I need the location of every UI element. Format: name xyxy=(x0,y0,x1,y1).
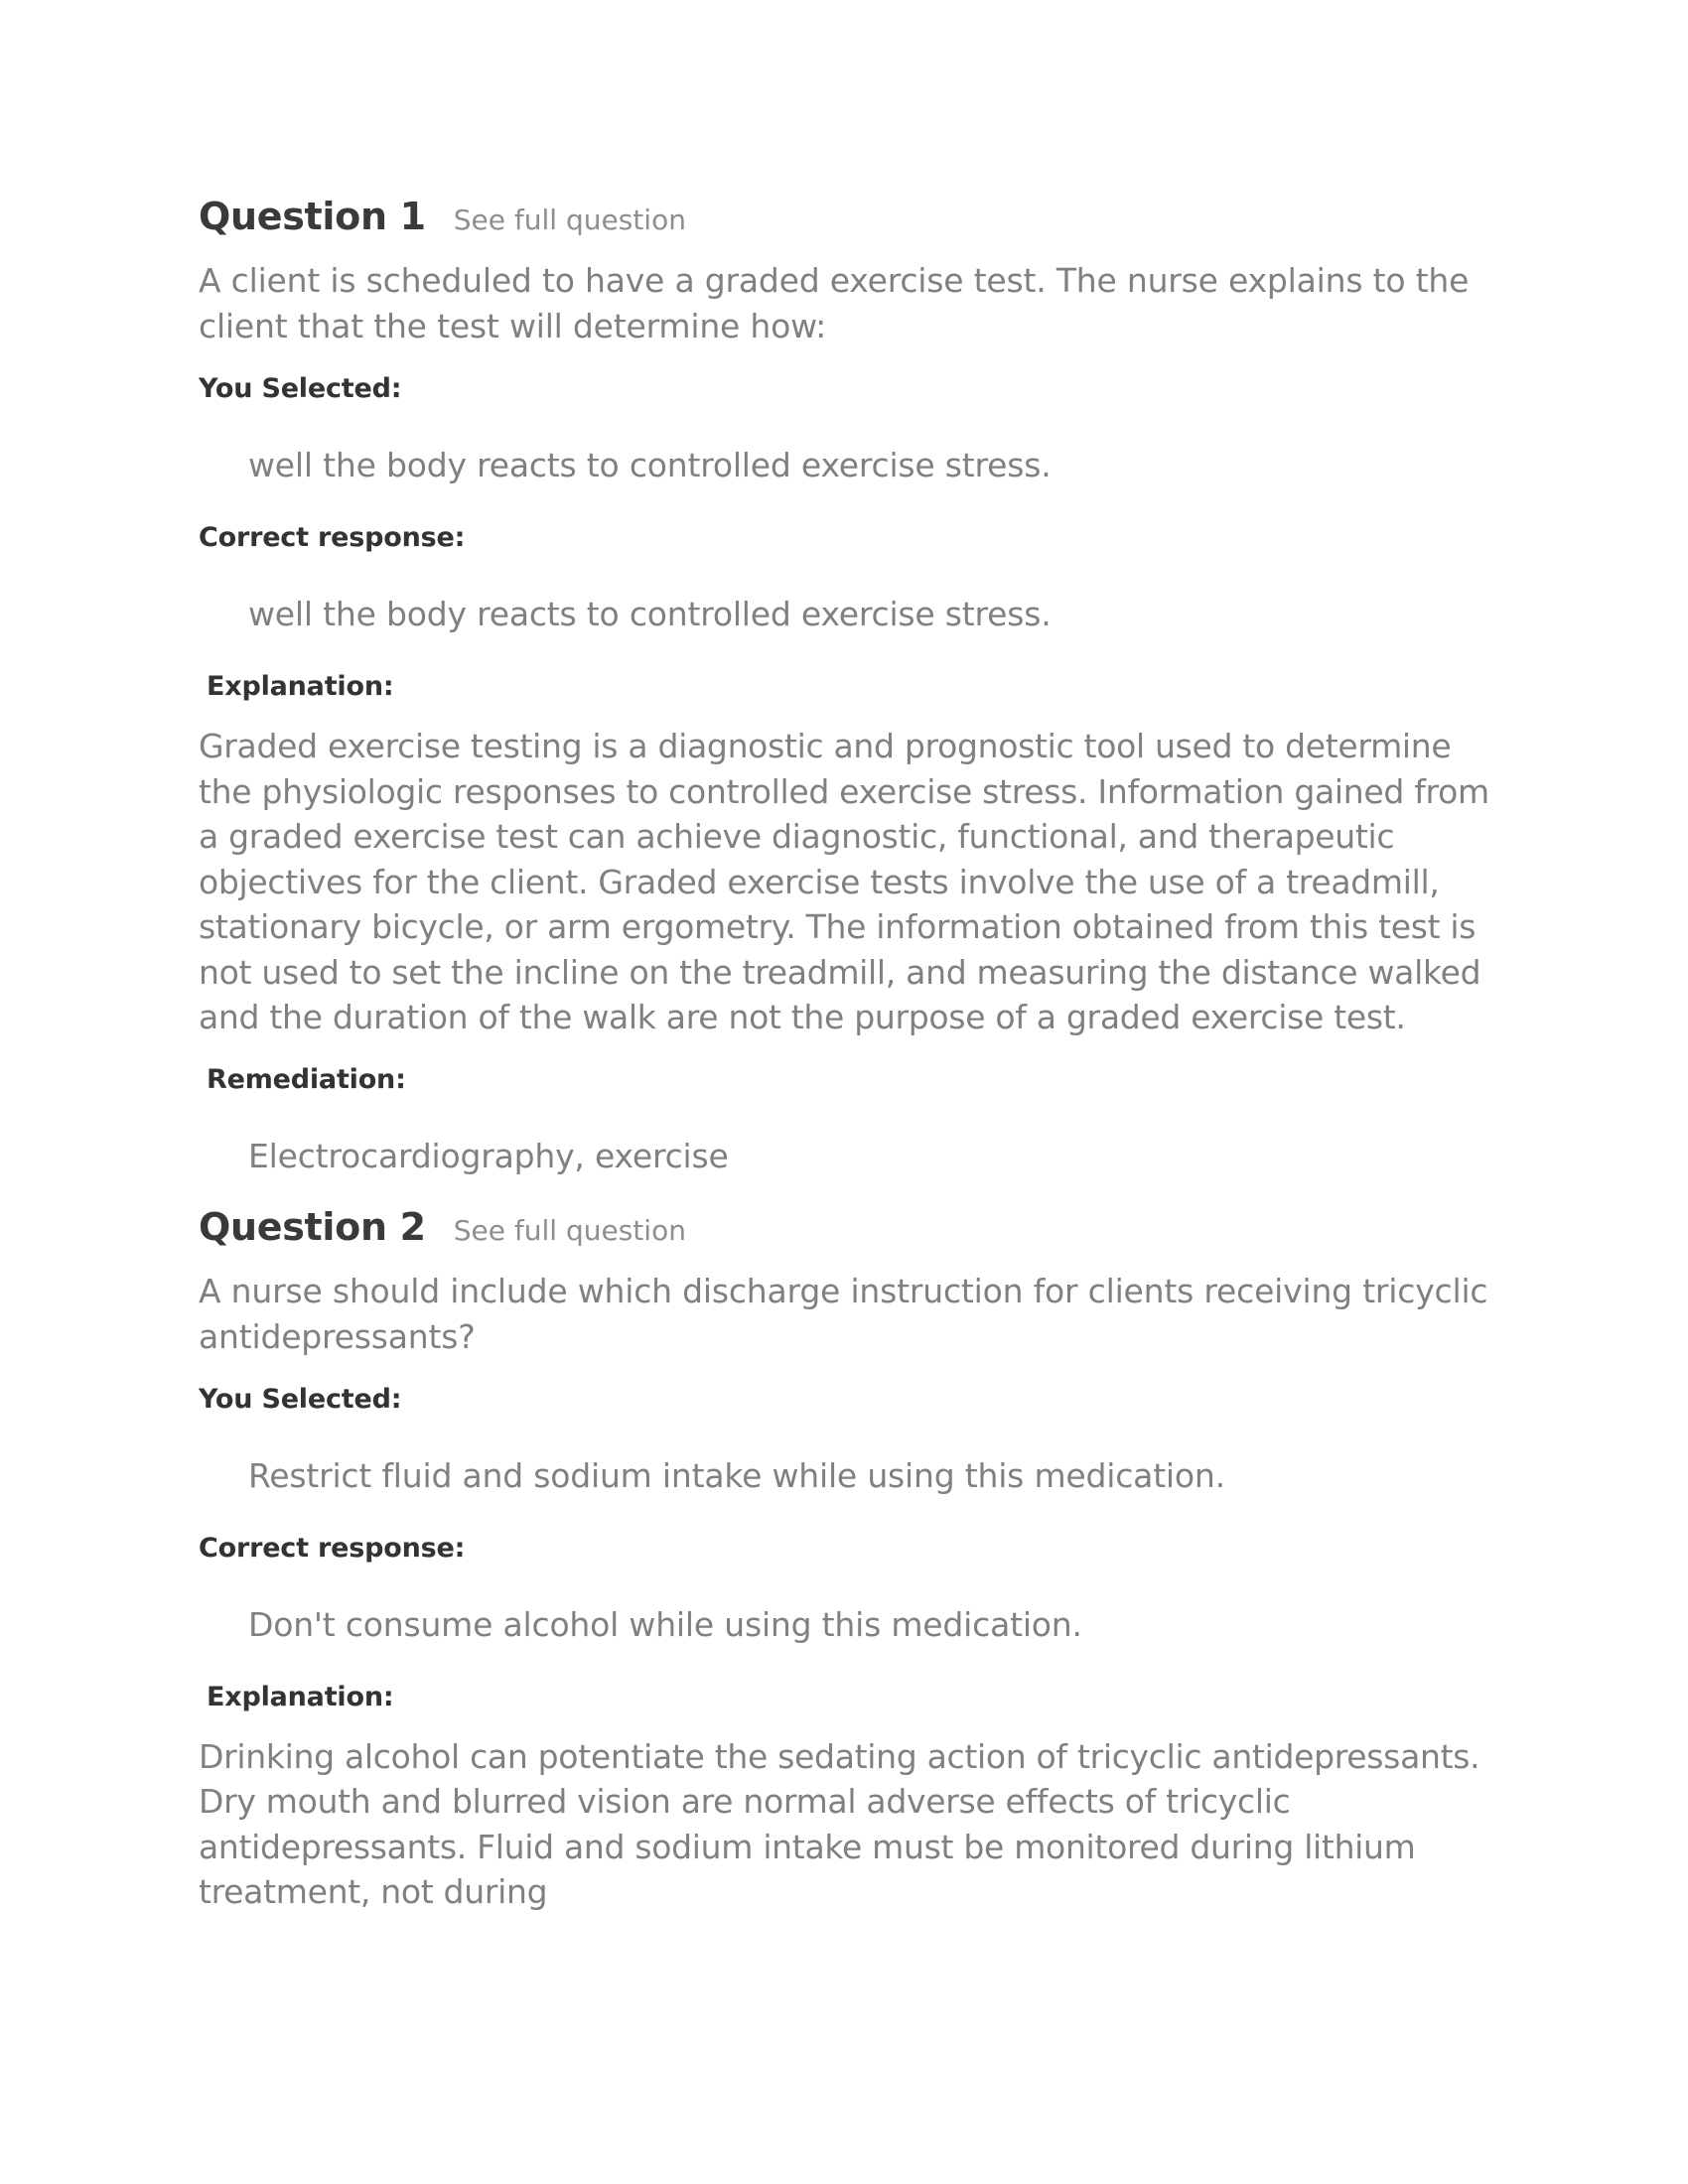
question-1 xyxy=(199,195,1489,1175)
question-title: Question 2 xyxy=(199,1204,426,1249)
you-selected-label: You Selected: xyxy=(199,1383,402,1415)
correct-response-label: Correct response: xyxy=(199,1532,466,1564)
question-title: Question 1 xyxy=(199,195,426,238)
you-selected-label: You Selected: xyxy=(199,373,402,404)
correct-response-label: Correct response: xyxy=(199,522,466,553)
review-document xyxy=(199,195,1489,1915)
see-full-question-link[interactable]: See full question xyxy=(453,1213,686,1247)
question-header xyxy=(199,195,1489,238)
remediation-label: Remediation: xyxy=(207,1063,406,1095)
question-header xyxy=(199,1205,1489,1249)
explanation-text: Graded exercise testing is a diagnostic and prognostic tool used to determine the physiologic responses to controlled exercise stress. Information gained from a graded exercise test can achieve diagnostic, functional, and therapeutic objectives for the client. Graded exercise tests involve the use of a treadmill, stationary bicycle, or arm ergometry. The information obtained from this test is not used to set the incline on the treadmill, and measuring the distance walked and the duration of the walk are not the purpose of a graded exercise test. xyxy=(199,727,1489,1036)
explanation-label: Explanation: xyxy=(207,671,394,702)
explanation-label: Explanation: xyxy=(207,1681,394,1712)
see-full-question-link[interactable]: See full question xyxy=(453,204,686,236)
selected-answer: Restrict fluid and sodium intake while using this medication. xyxy=(248,1455,1225,1495)
question-2 xyxy=(199,1205,1489,1915)
explanation-text: Drinking alcohol can potentiate the sedating action of tricyclic antidepressants. Dry mouth and blurred vision are normal adverse effects of tricyclic antidepressants. Fluid and sodium intake must be monitored during lithium treatment, not during xyxy=(199,1736,1480,1911)
question-text: A nurse should include which discharge instruction for clients receiving tricyclic antidepressants? xyxy=(199,1271,1488,1356)
remediation-topic: Electrocardiography, exercise xyxy=(248,1136,729,1175)
question-text: A client is scheduled to have a graded exercise test. The nurse explains to the client that the test will determine how: xyxy=(199,261,1470,345)
selected-answer: well the body reacts to controlled exercise stress. xyxy=(248,446,1052,484)
correct-answer: Don't consume alcohol while using this medication. xyxy=(248,1604,1082,1644)
correct-answer: well the body reacts to controlled exercise stress. xyxy=(248,595,1052,633)
